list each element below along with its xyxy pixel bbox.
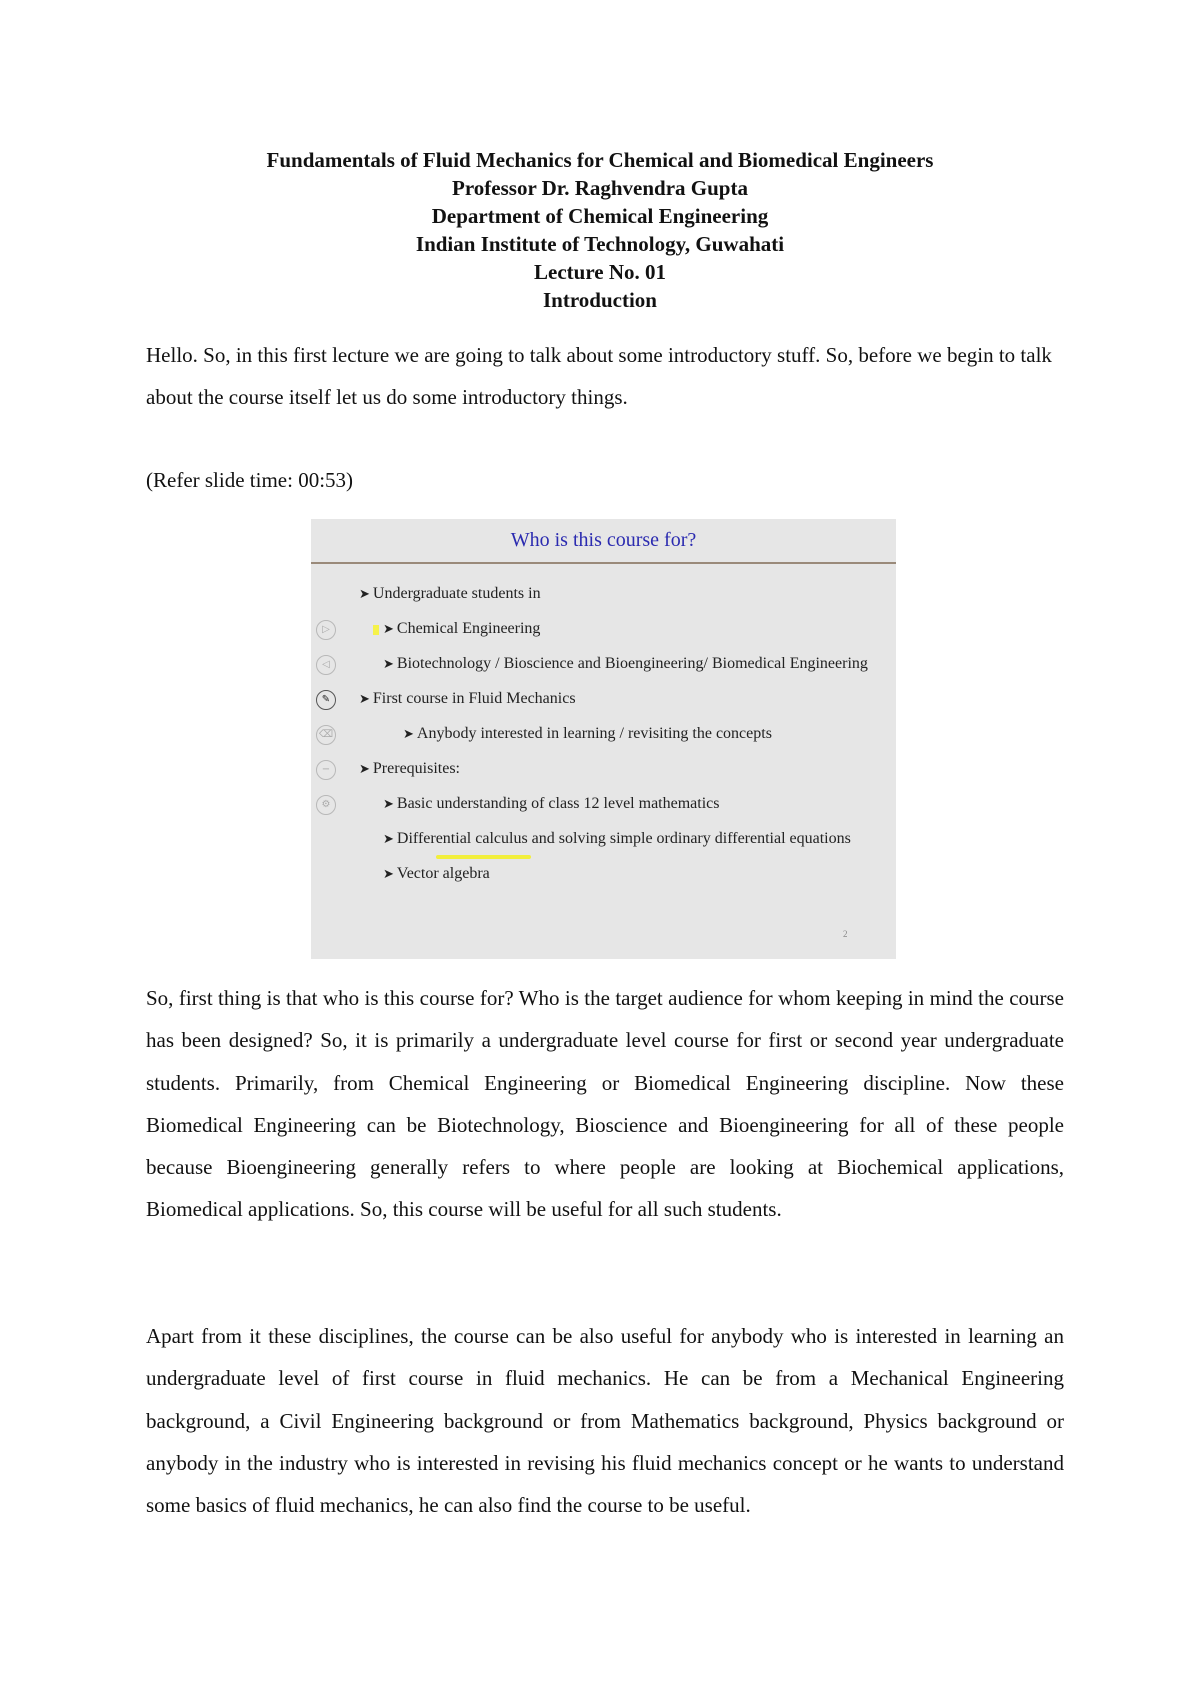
highlight-mark [373, 625, 379, 635]
minus-icon[interactable]: − [316, 760, 336, 780]
arrow-bullet-icon: ➤ [383, 831, 394, 846]
slide-divider [311, 562, 896, 564]
slide-image [311, 519, 896, 959]
slide-bullet: ➤ Differential calculus and solving simple ordinary differential equations [383, 830, 851, 847]
slide-bullet: ➤ Undergraduate students in [359, 585, 541, 602]
lecture-number: Lecture No. 01 [534, 260, 666, 284]
slide-bullet: ➤ Biotechnology / Bioscience and Bioengineering/ Biomedical Engineering [383, 655, 868, 672]
slide-bullet: ➤ Chemical Engineering [383, 620, 541, 637]
play-icon[interactable]: ▷ [316, 620, 336, 640]
highlight-underline [436, 855, 531, 859]
slide-bullet: ➤ First course in Fluid Mechanics [359, 690, 576, 707]
arrow-bullet-icon: ➤ [359, 691, 370, 706]
settings-icon[interactable]: ⚙ [316, 795, 336, 815]
lecture-topic: Introduction [543, 288, 657, 312]
slide-bullet: ➤ Vector algebra [383, 865, 490, 882]
department-name: Department of Chemical Engineering [431, 204, 769, 228]
professor-name: Professor Dr. Raghvendra Gupta [452, 176, 748, 200]
course-title: Fundamentals of Fluid Mechanics for Chemical and Biomedical Engineers [266, 148, 934, 172]
document-header [100, 146, 1100, 314]
institute-name: Indian Institute of Technology, Guwahati [415, 232, 785, 256]
arrow-bullet-icon: ➤ [383, 796, 394, 811]
intro-paragraph: Hello. So, in this first lecture we are going to talk about some introductory stuff. So, before we begin to talk about the course itself let us do some introductory things. [146, 343, 1052, 410]
pen-icon[interactable]: ✎ [316, 690, 336, 710]
slide-bullet: ➤ Basic understanding of class 12 level mathematics [383, 795, 720, 812]
back-icon[interactable]: ◁ [316, 655, 336, 675]
arrow-bullet-icon: ➤ [383, 866, 394, 881]
arrow-bullet-icon: ➤ [403, 726, 414, 741]
arrow-bullet-icon: ➤ [359, 586, 370, 601]
body-paragraph: So, first thing is that who is this course for? Who is the target audience for whom keeping in mind the course has been designed? So, it is primarily a undergraduate level course for first or second year undergraduate students. Primarily, from Chemical Engineering or Biomedical Engineering discipline. Now these Biomedical Engineering can be Biotechnology, Bioscience and Bioengineering for all of these people because Bioengineering generally refers to where people are looking at Biochemical applications, Biomedical applications. So, this course will be useful for all such students. [146, 986, 1064, 1222]
slide-page-number: 2 [843, 929, 848, 939]
slide-title: Who is this course for? [510, 529, 697, 551]
slide-bullet: ➤ Anybody interested in learning / revisiting the concepts [403, 725, 772, 742]
arrow-bullet-icon: ➤ [383, 621, 394, 636]
slide-bullet: ➤ Prerequisites: [359, 760, 460, 777]
arrow-bullet-icon: ➤ [359, 761, 370, 776]
refer-slide-time: (Refer slide time: 00:53) [146, 468, 354, 492]
body-paragraph: Apart from it these disciplines, the course can be also useful for anybody who is interested in learning an undergraduate level of first course in fluid mechanics. He can be from a Mechanical Engineering background, a Civil Engineering background or from Mathematics background, Physics background or anybody in the industry who is interested in revising his fluid mechanics concept or he wants to understand some basics of fluid mechanics, he can also find the course to be useful. [146, 1324, 1064, 1518]
arrow-bullet-icon: ➤ [383, 656, 394, 671]
eraser-icon[interactable]: ⌫ [316, 725, 336, 745]
